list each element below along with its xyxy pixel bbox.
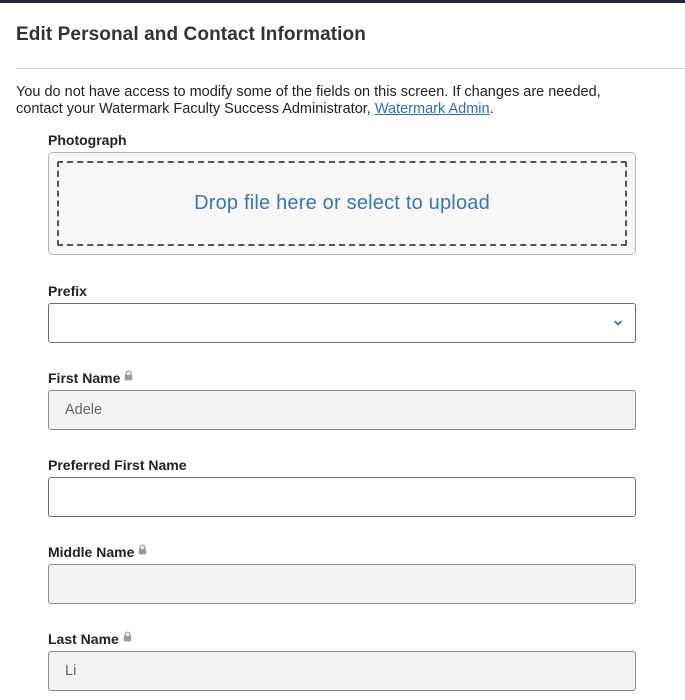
title-divider bbox=[16, 68, 685, 69]
preferred-first-name-input[interactable] bbox=[48, 477, 636, 517]
lock-icon bbox=[138, 544, 147, 555]
middle-name-label bbox=[48, 544, 147, 560]
prefix-select[interactable] bbox=[48, 303, 636, 343]
top-accent-bar bbox=[0, 0, 685, 3]
lock-icon bbox=[123, 631, 132, 642]
first-name-label bbox=[48, 370, 133, 386]
middle-name-input bbox=[48, 564, 636, 604]
photo-upload-dropzone-inner[interactable] bbox=[57, 161, 627, 246]
access-notice-suffix: . bbox=[489, 101, 494, 117]
access-notice bbox=[16, 84, 616, 118]
prefix-label-text: Prefix bbox=[48, 283, 87, 299]
last-name-value: Li bbox=[65, 663, 77, 679]
upload-prompt-text: Drop file here or select to upload bbox=[194, 192, 490, 214]
middle-name-label-text: Middle Name bbox=[48, 544, 135, 560]
last-name-label-text: Last Name bbox=[48, 631, 119, 647]
photograph-label bbox=[48, 132, 127, 148]
watermark-admin-link[interactable]: Watermark Admin bbox=[374, 101, 490, 117]
photograph-label-text: Photograph bbox=[48, 132, 127, 148]
first-name-label-text: First Name bbox=[48, 370, 121, 386]
last-name-label bbox=[48, 631, 132, 647]
preferred-first-name-label bbox=[48, 457, 187, 473]
first-name-value: Adele bbox=[65, 402, 103, 418]
last-name-input bbox=[48, 651, 636, 691]
first-name-input bbox=[48, 390, 636, 430]
preferred-first-name-label-text: Preferred First Name bbox=[48, 457, 187, 473]
photo-upload-dropzone[interactable] bbox=[48, 152, 636, 255]
chevron-down-icon bbox=[613, 318, 623, 328]
lock-icon bbox=[124, 370, 133, 381]
page-title: Edit Personal and Contact Information bbox=[16, 24, 366, 45]
access-notice-text: You do not have access to modify some of the fields on this screen. If changes are needed, contact your Watermark Faculty Success Administrator, bbox=[16, 84, 601, 117]
prefix-label bbox=[48, 283, 87, 299]
